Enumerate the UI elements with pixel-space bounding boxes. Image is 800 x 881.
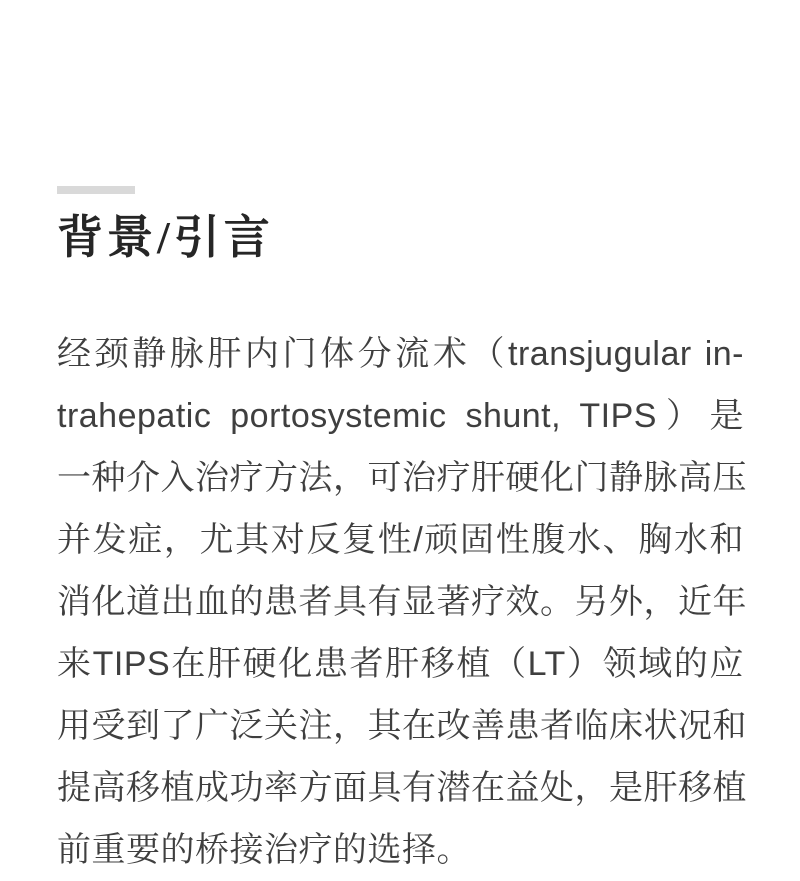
paragraph-line: 一种介入治疗方法，可治疗肝硬化门静脉高压 bbox=[57, 459, 747, 498]
paragraph-line: 消化道出血的患者具有显著疗效。另外，近年 bbox=[57, 583, 747, 622]
paragraph-line: trahepatic portosystemic shunt, TIPS）是 bbox=[57, 397, 744, 436]
section-accent-bar bbox=[57, 186, 135, 194]
paragraph-line: 用受到了广泛关注，其在改善患者临床状况和 bbox=[57, 707, 747, 746]
section-title: 背景/引言 bbox=[57, 212, 274, 263]
paragraph-line: 前重要的桥接治疗的选择。 bbox=[57, 831, 471, 870]
paragraph-line: 来TIPS在肝硬化患者肝移植（LT）领域的应 bbox=[57, 645, 744, 684]
paragraph-line: 并发症，尤其对反复性/顽固性腹水、胸水和 bbox=[57, 521, 744, 560]
paragraph-line: 经颈静脉肝内门体分流术（transjugular in- bbox=[57, 335, 744, 374]
body-paragraph bbox=[57, 323, 747, 881]
paragraph-line: 提高移植成功率方面具有潜在益处，是肝移植 bbox=[57, 769, 747, 808]
